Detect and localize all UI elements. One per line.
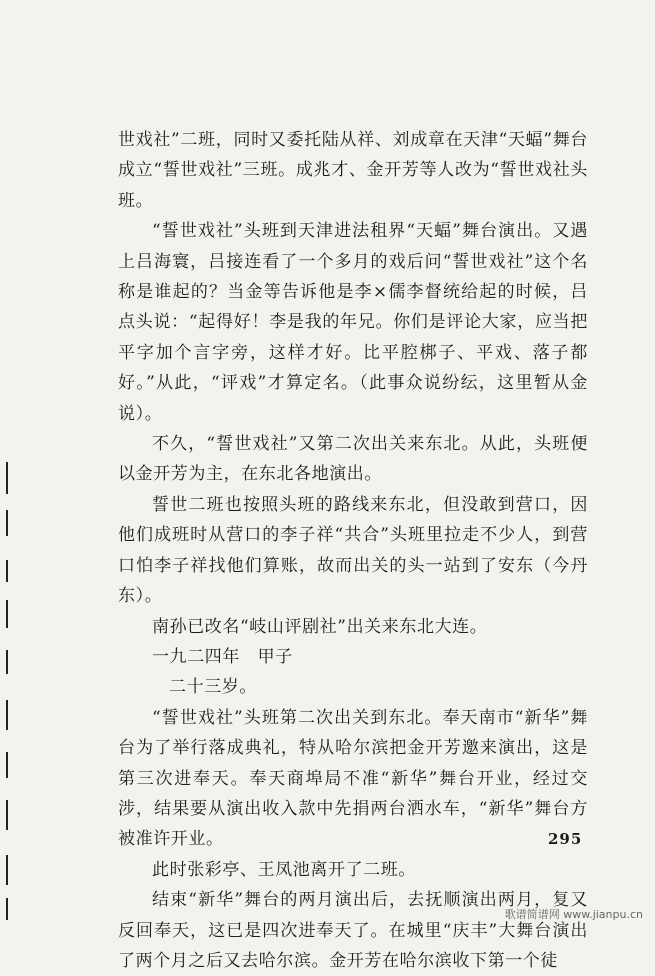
watermark: 歌谱简谱网 www.jianpu.cn bbox=[504, 908, 643, 921]
paragraph: 结束“新华”舞台的两月演出后，去抚顺演出两月，复又反回奉天，这已是四次进奉天了。在城里“庆丰”大舞台演出了两个月之后又去哈尔滨。金开芳在哈尔滨收下第一个徒 bbox=[118, 890, 588, 971]
paragraph: 世戏社”二班，同时又委托陆从祥、刘成章在天津“天蝠”舞台成立“誓世戏社”三班。成兆才、金开芳等人改为“誓世戏社头班。 bbox=[118, 130, 588, 211]
year-heading: 一九二四年 甲子 bbox=[152, 646, 293, 667]
paragraph: 誓世二班也按照头班的路线来东北，但没敢到营口，因他们成班时从营口的李子祥“共合”头班里拉走不少人，到营口怕李子祥找他们算账，故而出关的头一站到了安东（今丹东）。 bbox=[118, 494, 588, 607]
margin-mark bbox=[6, 898, 8, 920]
margin-mark bbox=[6, 510, 8, 536]
paragraph: “誓世戏社”头班到天津进法租界“天蝠”舞台演出。又遇上吕海寰，吕接连看了一个多月的戏后问“誓世戏社”这个名称是谁起的？当金等告诉他是李×儒李督统给起的时候，吕点头说：“起得好！李是我的年兄。你们是评论大家，应当把平字加个言字旁，这样才好。比平腔梆子、平戏、落子都好。”从此，“评戏”才算定名。（此事众说纷纭，这里暂从金说）。 bbox=[118, 221, 588, 424]
page-number: 295 bbox=[548, 830, 583, 848]
margin-mark bbox=[6, 752, 8, 778]
margin-mark bbox=[6, 800, 8, 830]
paragraph: “誓世戏社”头班第二次出关到东北。奉天南市“新华”舞台为了举行落成典礼，特从哈尔滨把金开芳邀来演出，这是第三次进奉天。奉天商埠局不准“新华”舞台开业，经过交涉，结果要从演出收入款中先捐两台洒水车，“新华”舞台方被准许开业。 bbox=[118, 707, 588, 850]
paragraph: 此时张彩亭、王凤池离开了二班。 bbox=[152, 859, 416, 880]
margin-mark bbox=[6, 855, 8, 885]
margin-mark bbox=[6, 560, 8, 582]
body-text bbox=[118, 125, 588, 976]
margin-mark bbox=[6, 600, 8, 628]
paragraph: 南孙已改名“岐山评剧社”出关来东北大连。 bbox=[152, 616, 488, 637]
paragraph: 不久，“誓世戏社”又第二次出关来东北。从此，头班便以金开芳为主，在东北各地演出。 bbox=[118, 434, 588, 485]
margin-mark bbox=[6, 462, 8, 494]
age-line: 二十三岁。 bbox=[169, 677, 257, 698]
margin-mark bbox=[6, 650, 8, 674]
margin-mark bbox=[6, 700, 8, 730]
